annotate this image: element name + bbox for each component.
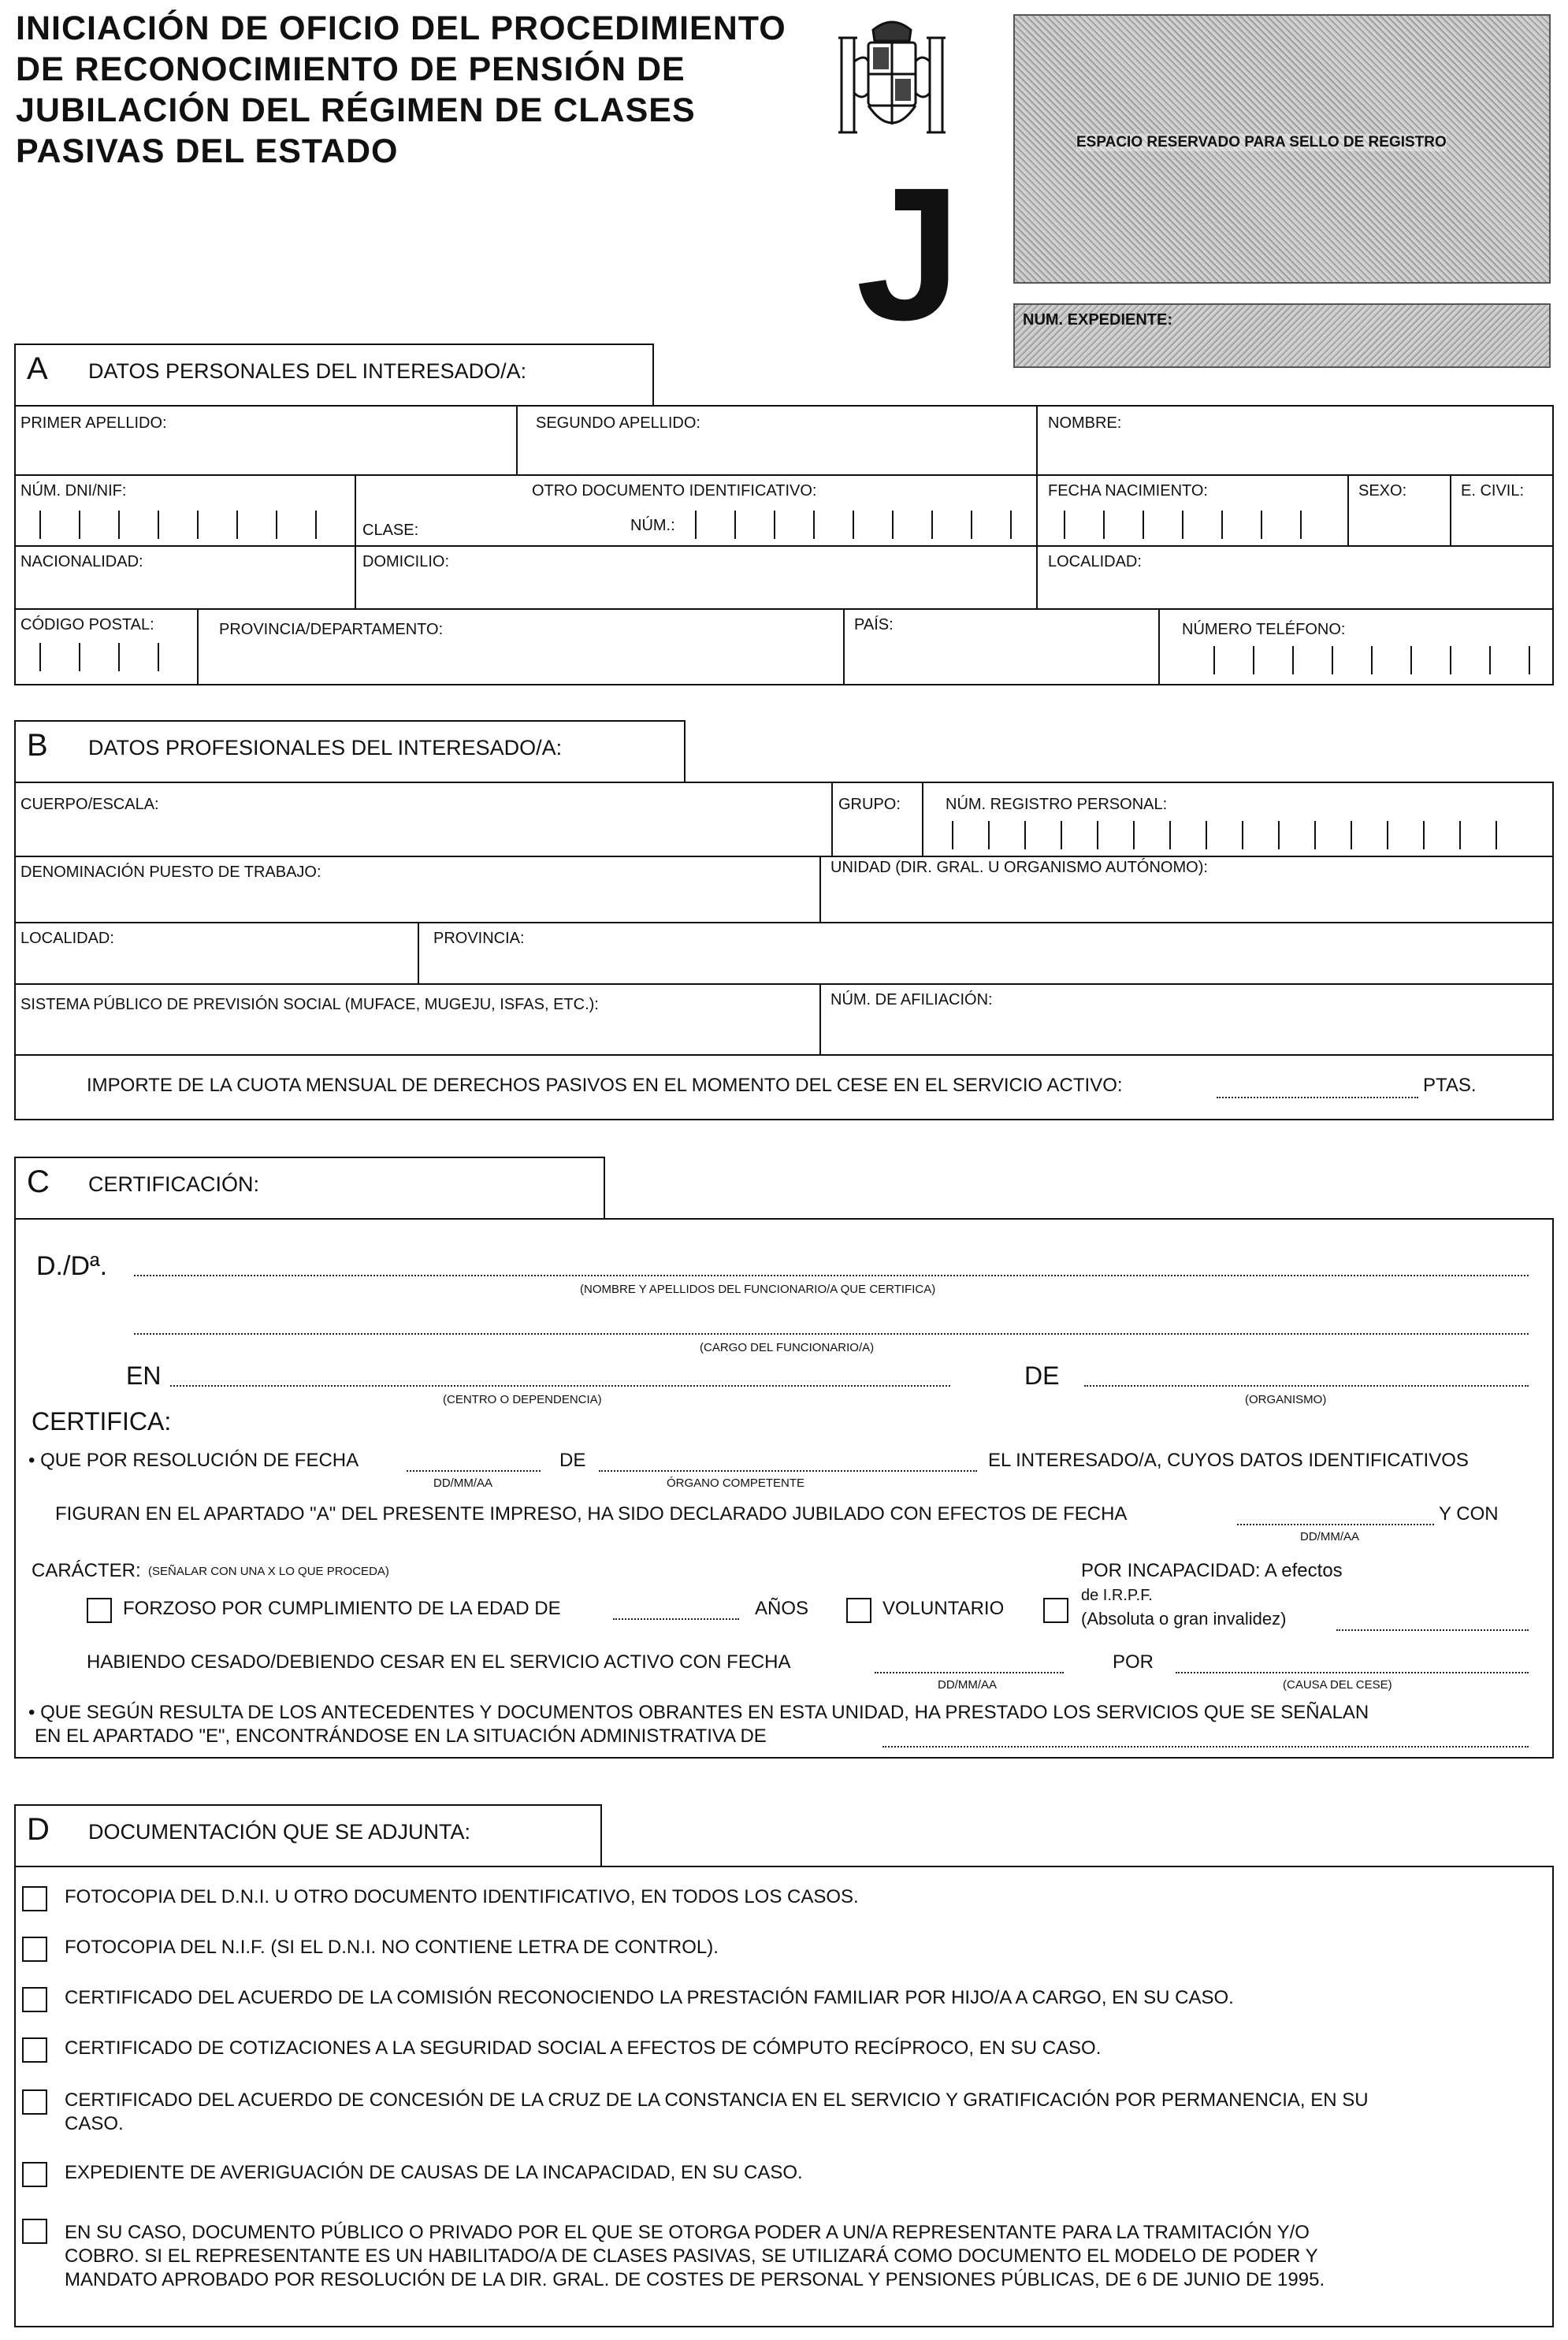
incapacidad-field[interactable]	[1336, 1629, 1529, 1631]
primer-apellido-label: PRIMER APELLIDO:	[20, 414, 167, 432]
codigo-postal-label: CÓDIGO POSTAL:	[20, 616, 154, 633]
y-con-text: Y CON	[1439, 1503, 1499, 1525]
fecha-efectos-hint: DD/MM/AA	[1300, 1530, 1359, 1543]
domicilio-label: DOMICILIO:	[362, 553, 450, 570]
situacion-text: EN EL APARTADO "E", ENCONTRÁNDOSE EN LA SITUACIÓN ADMINISTRATIVA DE	[35, 1725, 767, 1747]
causa-cese-field[interactable]	[1176, 1672, 1529, 1673]
fecha-resolucion-field[interactable]	[407, 1470, 541, 1472]
section-a-box	[14, 405, 1554, 685]
en-label: EN	[126, 1361, 162, 1390]
voluntario-checkbox[interactable]	[846, 1598, 871, 1623]
fecha-resolucion-hint: DD/MM/AA	[433, 1476, 492, 1490]
grupo-label: GRUPO:	[838, 796, 901, 813]
provincia-label: PROVINCIA/DEPARTAMENTO:	[219, 621, 444, 638]
otro-documento-digit-boxes[interactable]	[695, 511, 1050, 539]
fecha-cese-hint: DD/MM/AA	[938, 1678, 997, 1692]
nombre-funcionario-field[interactable]	[134, 1275, 1529, 1276]
organismo-hint: (ORGANISMO)	[1245, 1393, 1327, 1406]
importe-field[interactable]	[1217, 1097, 1418, 1098]
centro-field[interactable]	[170, 1385, 950, 1387]
causa-hint: (CAUSA DEL CESE)	[1283, 1678, 1392, 1692]
organismo-field[interactable]	[1084, 1385, 1529, 1387]
anos-label: AÑOS	[755, 1598, 809, 1619]
unidad-label: UNIDAD (DIR. GRAL. U ORGANISMO AUTÓNOMO):	[830, 859, 1208, 876]
localidad-b-label: LOCALIDAD:	[20, 930, 114, 947]
edad-field[interactable]	[613, 1618, 739, 1620]
forzoso-label: FORZOSO POR CUMPLIMIENTO DE LA EDAD DE	[123, 1598, 561, 1619]
section-d-header: D DOCUMENTACIÓN QUE SE ADJUNTA:	[14, 1804, 602, 1869]
centro-hint: (CENTRO O DEPENDENCIA)	[443, 1393, 602, 1406]
importe-cuota-label: IMPORTE DE LA CUOTA MENSUAL DE DERECHOS PASIVOS EN EL MOMENTO DEL CESE EN EL SERVICIO ACTIVO:	[87, 1075, 1123, 1096]
certifica-label: CERTIFICA:	[32, 1407, 172, 1436]
expediente-number-field[interactable]: NUM. EXPEDIENTE:	[1013, 303, 1551, 368]
registro-personal-digit-boxes[interactable]	[952, 821, 1532, 849]
section-c-box	[14, 1218, 1554, 1759]
por-text: POR	[1113, 1651, 1154, 1673]
telefono-digit-boxes[interactable]	[1213, 646, 1568, 674]
puesto-trabajo-label: DENOMINACIÓN PUESTO DE TRABAJO:	[20, 864, 321, 881]
section-b-box	[14, 782, 1554, 1120]
nombre-funcionario-hint: (NOMBRE Y APELLIDOS DEL FUNCIONARIO/A QUE CERTIFICA)	[580, 1283, 936, 1296]
nacionalidad-label: NACIONALIDAD:	[20, 553, 143, 570]
interesado-text: EL INTERESADO/A, CUYOS DATOS IDENTIFICATIVOS	[988, 1450, 1469, 1471]
section-c-header: C CERTIFICACIÓN:	[14, 1157, 605, 1221]
fecha-efectos-field[interactable]	[1237, 1524, 1434, 1525]
fecha-nacimiento-digit-boxes[interactable]	[1064, 511, 1339, 539]
svg-text:J: J	[856, 148, 961, 359]
servicios-text: • QUE SEGÚN RESULTA DE LOS ANTECEDENTES Y DOCUMENTOS OBRANTES EN ESTA UNIDAD, HA PRESTADO LOS SERVICIOS QUE SE SEÑALAN	[28, 1702, 1369, 1723]
otro-documento-label: OTRO DOCUMENTO IDENTIFICATIVO:	[532, 482, 817, 500]
nombre-label: NOMBRE:	[1048, 414, 1122, 432]
doc-checkbox-2[interactable]	[22, 1937, 47, 1962]
doc-item-5-line2: CASO.	[65, 2113, 124, 2134]
doc-item-6: EXPEDIENTE DE AVERIGUACIÓN DE CAUSAS DE LA INCAPACIDAD, EN SU CASO.	[65, 2162, 803, 2183]
de-label: DE	[1024, 1361, 1060, 1390]
num-label: NÚM.:	[630, 517, 675, 534]
invalidez-label: (Absoluta o gran invalidez)	[1081, 1609, 1287, 1629]
declarado-text: FIGURAN EN EL APARTADO "A" DEL PRESENTE IMPRESO, HA SIDO DECLARADO JUBILADO CON EFECTOS DE FECHA	[55, 1503, 1128, 1525]
doc-item-7-line3: MANDATO APROBADO POR RESOLUCIÓN DE LA DIR. GRAL. DE COSTES DE PERSONAL Y PENSIONES PÚBLICAS, DE 6 DE JUNIO DE 1995.	[65, 2269, 1325, 2290]
registration-stamp-area: ESPACIO RESERVADO PARA SELLO DE REGISTRO	[1013, 14, 1551, 284]
spain-coat-of-arms-icon	[834, 14, 950, 148]
doc-checkbox-7[interactable]	[22, 2219, 47, 2244]
registro-personal-label: NÚM. REGISTRO PERSONAL:	[946, 796, 1168, 813]
caracter-label: CARÁCTER:	[32, 1560, 141, 1581]
telefono-label: NÚMERO TELÉFONO:	[1182, 621, 1346, 638]
doc-checkbox-6[interactable]	[22, 2162, 47, 2187]
dd-label: D./Dª.	[36, 1251, 108, 1281]
doc-item-5-line1: CERTIFICADO DEL ACUERDO DE CONCESIÓN DE LA CRUZ DE LA CONSTANCIA EN EL SERVICIO Y GRATIFICACIÓN POR PERMANENCIA, EN SU	[65, 2089, 1369, 2111]
incapacidad-checkbox[interactable]	[1043, 1598, 1068, 1623]
cargo-hint: (CARGO DEL FUNCIONARIO/A)	[700, 1341, 875, 1354]
doc-item-3: CERTIFICADO DEL ACUERDO DE LA COMISIÓN RECONOCIENDO LA PRESTACIÓN FAMILIAR POR HIJO/A A CARGO, EN SU CASO.	[65, 1987, 1234, 2008]
localidad-label: LOCALIDAD:	[1048, 553, 1142, 570]
doc-item-4: CERTIFICADO DE COTIZACIONES A LA SEGURIDAD SOCIAL A EFECTOS DE CÓMPUTO RECÍPROCO, EN SU CASO.	[65, 2037, 1102, 2059]
estado-civil-label: E. CIVIL:	[1461, 482, 1525, 500]
dni-digit-boxes[interactable]	[39, 511, 394, 539]
form-letter-j	[856, 148, 961, 359]
clase-label: CLASE:	[362, 522, 419, 539]
segundo-apellido-label: SEGUNDO APELLIDO:	[536, 414, 700, 432]
organo-hint: ÓRGANO COMPETENTE	[667, 1476, 805, 1490]
fecha-cese-field[interactable]	[875, 1672, 1064, 1673]
dni-label: NÚM. DNI/NIF:	[20, 482, 127, 500]
sistema-prevision-label: SISTEMA PÚBLICO DE PREVISIÓN SOCIAL (MUFACE, MUGEJU, ISFAS, ETC.):	[20, 996, 599, 1013]
provincia-b-label: PROVINCIA:	[433, 930, 525, 947]
doc-checkbox-1[interactable]	[22, 1886, 47, 1911]
doc-item-1: FOTOCOPIA DEL D.N.I. U OTRO DOCUMENTO IDENTIFICATIVO, EN TODOS LOS CASOS.	[65, 1886, 859, 1907]
caracter-hint: (SEÑALAR CON UNA X LO QUE PROCEDA)	[148, 1565, 389, 1578]
cuerpo-escala-label: CUERPO/ESCALA:	[20, 796, 159, 813]
ptas-label: PTAS.	[1423, 1075, 1477, 1096]
incapacidad-label: POR INCAPACIDAD: A efectos	[1081, 1560, 1343, 1581]
doc-checkbox-3[interactable]	[22, 1987, 47, 2012]
fecha-nacimiento-label: FECHA NACIMIENTO:	[1048, 482, 1208, 500]
doc-checkbox-5[interactable]	[22, 2089, 47, 2115]
codigo-postal-digit-boxes[interactable]	[39, 643, 236, 671]
situacion-field[interactable]	[882, 1746, 1529, 1748]
section-d-box	[14, 1866, 1554, 2327]
section-b-header: B DATOS PROFESIONALES DEL INTERESADO/A:	[14, 720, 686, 785]
doc-item-2: FOTOCOPIA DEL N.I.F. (SI EL D.N.I. NO CONTIENE LETRA DE CONTROL).	[65, 1937, 719, 1958]
doc-item-7-line1: EN SU CASO, DOCUMENTO PÚBLICO O PRIVADO POR EL QUE SE OTORGA PODER A UN/A REPRESENTANTE PARA LA TRAMITACIÓN Y/O	[65, 2222, 1310, 2243]
form-title: INICIACIÓN DE OFICIO DEL PROCEDIMIENTO DE RECONOCIMIENTO DE PENSIÓN DE JUBILACIÓN DEL RÉGIMEN DE CLASES PASIVAS DEL ESTADO	[16, 9, 786, 170]
doc-item-7-line2: COBRO. SI EL REPRESENTANTE ES UN HABILITADO/A DE CLASES PASIVAS, SE UTILIZARÁ COMO DOCUMENTO EL MODELO DE PODER Y	[65, 2245, 1318, 2267]
forzoso-checkbox[interactable]	[87, 1598, 112, 1623]
sexo-label: SEXO:	[1358, 482, 1407, 500]
resolucion-text: • QUE POR RESOLUCIÓN DE FECHA	[28, 1450, 359, 1471]
pais-label: PAÍS:	[854, 616, 894, 633]
cese-text: HABIENDO CESADO/DEBIENDO CESAR EN EL SERVICIO ACTIVO CON FECHA	[87, 1651, 791, 1673]
voluntario-label: VOLUNTARIO	[882, 1598, 1005, 1619]
de-text: DE	[559, 1450, 586, 1471]
section-a-header: A DATOS PERSONALES DEL INTERESADO/A:	[14, 344, 654, 408]
cargo-funcionario-field[interactable]	[134, 1333, 1529, 1335]
doc-checkbox-4[interactable]	[22, 2037, 47, 2063]
organo-competente-field[interactable]	[599, 1470, 977, 1472]
irpf-label: de I.R.P.F.	[1081, 1587, 1153, 1604]
num-afiliacion-label: NÚM. DE AFILIACIÓN:	[830, 991, 993, 1008]
